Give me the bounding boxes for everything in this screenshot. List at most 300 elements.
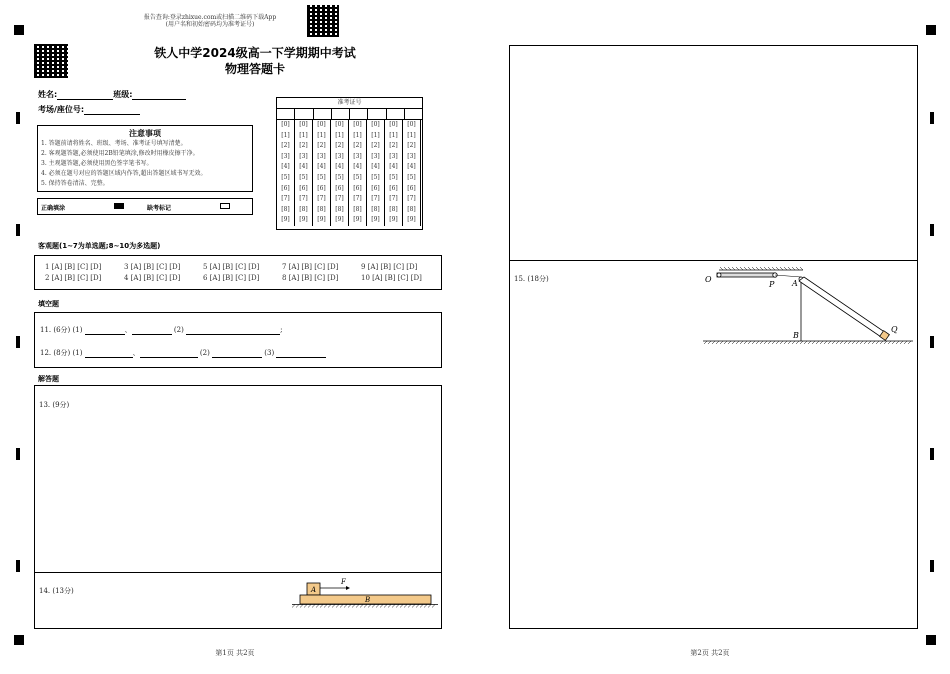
room-field[interactable]: [38, 104, 140, 115]
q12-sep: 、: [132, 349, 140, 357]
notes-list: [38, 139, 252, 189]
hatch-stroke: [324, 605, 327, 608]
q11-label: 11. (6分): [40, 326, 71, 334]
digit-bubble[interactable]: [9]: [349, 215, 367, 226]
hatch-stroke: [396, 605, 399, 608]
hatch-stroke: [424, 605, 427, 608]
hatch-stroke: [872, 341, 875, 344]
digit-bubble[interactable]: [2]: [331, 141, 349, 152]
q11-part1-label: (1): [72, 326, 83, 334]
timing-mark: [16, 448, 20, 460]
hatch-stroke: [724, 341, 727, 344]
digit-bubble[interactable]: [0]: [367, 120, 385, 131]
hatch-stroke: [832, 341, 835, 344]
hatch-stroke: [416, 605, 419, 608]
label-o: O: [705, 275, 712, 284]
hatch-stroke: [780, 267, 783, 270]
digit-bubble[interactable]: [6]: [367, 184, 385, 195]
hatch-stroke: [896, 341, 899, 344]
digit-bubble[interactable]: [8]: [349, 205, 367, 216]
hatch-stroke: [312, 605, 315, 608]
hatch-stroke: [764, 341, 767, 344]
hatch-stroke: [820, 341, 823, 344]
digit-bubble[interactable]: [2]: [277, 141, 295, 152]
exam-id-digit-row[interactable]: [277, 141, 421, 152]
exam-id-digit-row[interactable]: [277, 120, 421, 131]
q12-label: 12. (8分): [40, 349, 71, 357]
name-field[interactable]: [38, 89, 186, 100]
objective-item[interactable]: 4 [A] [B] [C] [D]: [124, 274, 181, 282]
hatch-stroke: [900, 341, 903, 344]
force-arrow-head: [346, 586, 350, 590]
label-q: Q: [891, 325, 898, 334]
digit-bubble[interactable]: [4]: [313, 162, 331, 173]
corner-mark-tr: [926, 25, 936, 35]
objective-item[interactable]: 1 [A] [B] [C] [D]: [45, 263, 102, 271]
page-subtitle: 物理答题卡: [224, 62, 285, 76]
q12-blank-1[interactable]: [85, 349, 133, 358]
q12-blank-3[interactable]: [212, 349, 262, 358]
hatch-stroke: [740, 341, 743, 344]
digit-bubble[interactable]: [4]: [367, 162, 385, 173]
digit-bubble[interactable]: [7]: [331, 194, 349, 205]
hatch-stroke: [732, 341, 735, 344]
hatch-stroke: [756, 267, 759, 270]
hatch-stroke: [836, 341, 839, 344]
hatch-stroke: [308, 605, 311, 608]
hatch-stroke: [392, 605, 395, 608]
exam-id-grid[interactable]: [276, 97, 423, 230]
objective-item[interactable]: 7 [A] [B] [C] [D]: [282, 263, 339, 271]
hatch-stroke: [796, 341, 799, 344]
exam-id-title: 准考证号: [277, 98, 422, 109]
digit-bubble[interactable]: [9]: [367, 215, 385, 226]
hatch-stroke: [904, 341, 907, 344]
digit-bubble[interactable]: [5]: [385, 173, 403, 184]
hatch-stroke: [868, 341, 871, 344]
digit-bubble[interactable]: [5]: [367, 173, 385, 184]
q12-blank-4[interactable]: [276, 349, 326, 358]
note-item: 2. 客观题答题,必须使用2B铅笔填涂,修改时用橡皮擦干净。: [41, 150, 199, 157]
digit-bubble[interactable]: [5]: [403, 173, 421, 184]
hatch-stroke: [784, 267, 787, 270]
digit-bubble[interactable]: [6]: [385, 184, 403, 195]
hatch-stroke: [716, 341, 719, 344]
hatch-stroke: [796, 267, 799, 270]
objective-item[interactable]: 10 [A] [B] [C] [D]: [361, 274, 422, 282]
digit-bubble[interactable]: [1]: [295, 131, 313, 142]
q14-figure: [290, 575, 440, 611]
q11-sep: 、: [124, 326, 132, 334]
digit-bubble[interactable]: [4]: [349, 162, 367, 173]
q13-answer-box[interactable]: [34, 385, 442, 573]
exam-id-digit-row[interactable]: [277, 194, 421, 205]
page-footer-2: 第2页 共2页: [690, 649, 730, 657]
digit-bubble[interactable]: [1]: [367, 131, 385, 142]
hatch-stroke: [368, 605, 371, 608]
digit-bubble[interactable]: [7]: [367, 194, 385, 205]
class-line: [132, 91, 186, 100]
digit-bubble[interactable]: [2]: [313, 141, 331, 152]
hatch-stroke: [724, 267, 727, 270]
notes-box: [37, 125, 253, 192]
digit-bubble[interactable]: [6]: [331, 184, 349, 195]
hatch-stroke: [728, 267, 731, 270]
hatch-stroke: [408, 605, 411, 608]
digit-bubble[interactable]: [8]: [313, 205, 331, 216]
note-item: 5. 保持答卷清洁、完整。: [41, 180, 109, 187]
digit-bubble[interactable]: [7]: [295, 194, 313, 205]
digit-bubble[interactable]: [8]: [295, 205, 313, 216]
q14-answer-box[interactable]: [34, 572, 442, 629]
page-footer-1: 第1页 共2页: [215, 649, 255, 657]
report-notice: [130, 14, 290, 28]
hatch-stroke: [736, 341, 739, 344]
digit-bubble[interactable]: [0]: [403, 120, 421, 131]
digit-bubble[interactable]: [8]: [367, 205, 385, 216]
force-label: F: [341, 578, 346, 586]
digit-bubble[interactable]: [8]: [385, 205, 403, 216]
rod-op: [717, 273, 775, 277]
digit-bubble[interactable]: [6]: [349, 184, 367, 195]
objective-item[interactable]: 3 [A] [B] [C] [D]: [124, 263, 181, 271]
hatch-stroke: [372, 605, 375, 608]
digit-bubble[interactable]: [3]: [277, 152, 295, 163]
digit-bubble[interactable]: [5]: [313, 173, 331, 184]
q11-blank-3[interactable]: [186, 326, 283, 335]
fill-title: 填空题: [38, 300, 59, 308]
digit-bubble[interactable]: [9]: [313, 215, 331, 226]
hatch-stroke: [292, 605, 295, 608]
note-item: 4. 必须在题号对应的答题区域内作答,超出答题区域书写无效。: [41, 170, 207, 177]
objective-item[interactable]: 9 [A] [B] [C] [D]: [361, 263, 418, 271]
digit-bubble[interactable]: [4]: [331, 162, 349, 173]
solve-title: 解答题: [38, 375, 59, 383]
digit-bubble[interactable]: [7]: [403, 194, 421, 205]
hatch-stroke: [760, 267, 763, 270]
exam-id-digit-row[interactable]: [277, 173, 421, 184]
hatch-stroke: [908, 341, 911, 344]
digit-bubble[interactable]: [0]: [331, 120, 349, 131]
digit-bubble[interactable]: [5]: [331, 173, 349, 184]
q11-end: ;: [280, 326, 283, 334]
hatch-stroke: [336, 605, 339, 608]
digit-bubble[interactable]: [0]: [295, 120, 313, 131]
notice-line-2: (用户名和初始密码均为准考证号): [165, 21, 255, 28]
digit-bubble[interactable]: [8]: [403, 205, 421, 216]
hatch-stroke: [340, 605, 343, 608]
exam-id-write-row[interactable]: [277, 109, 422, 120]
timing-mark: [930, 224, 934, 236]
objective-box[interactable]: [34, 255, 442, 290]
q13-label: 13. (9分): [39, 401, 70, 409]
hatch-stroke: [760, 341, 763, 344]
digit-bubble[interactable]: [3]: [331, 152, 349, 163]
timing-mark: [930, 448, 934, 460]
label-a: A: [792, 279, 798, 288]
hatch-stroke: [756, 341, 759, 344]
digit-bubble[interactable]: [7]: [349, 194, 367, 205]
digit-bubble[interactable]: [4]: [403, 162, 421, 173]
digit-bubble[interactable]: [7]: [277, 194, 295, 205]
digit-bubble[interactable]: [2]: [385, 141, 403, 152]
hatch-stroke: [712, 341, 715, 344]
label-b: B: [793, 331, 799, 340]
digit-bubble[interactable]: [6]: [313, 184, 331, 195]
hatch-stroke: [892, 341, 895, 344]
exam-id-bubbles[interactable]: [276, 120, 421, 226]
digit-bubble[interactable]: [1]: [403, 131, 421, 142]
hatch-stroke: [736, 267, 739, 270]
hatch-stroke: [788, 267, 791, 270]
q14-label: 14. (13分): [39, 587, 74, 595]
hatch-stroke: [304, 605, 307, 608]
hatch-stroke: [352, 605, 355, 608]
hatch-stroke: [844, 341, 847, 344]
corner-mark-bl: [14, 635, 24, 645]
hatch-stroke: [784, 341, 787, 344]
timing-mark: [930, 112, 934, 124]
note-item: 1. 答题前请将姓名、班级、考场、准考证号填写清楚。: [41, 140, 187, 147]
digit-bubble[interactable]: [3]: [403, 152, 421, 163]
hatch-stroke: [772, 341, 775, 344]
notes-title: 注意事项: [129, 129, 161, 138]
hatch-stroke: [792, 267, 795, 270]
fill-answer-box[interactable]: [34, 312, 442, 368]
timing-mark: [930, 560, 934, 572]
hatch-stroke: [328, 605, 331, 608]
objective-item[interactable]: 2 [A] [B] [C] [D]: [45, 274, 102, 282]
hatch-stroke: [708, 341, 711, 344]
objective-item[interactable]: 8 [A] [B] [C] [D]: [282, 274, 339, 282]
q12-part2-label: (2): [199, 349, 210, 357]
hatch-stroke: [720, 267, 723, 270]
timing-mark: [16, 224, 20, 236]
exam-id-digit-row[interactable]: [277, 162, 421, 173]
hatch-stroke: [884, 341, 887, 344]
hatch-stroke: [768, 267, 771, 270]
digit-bubble[interactable]: [9]: [295, 215, 313, 226]
hatch-stroke: [776, 341, 779, 344]
pivot-o: [717, 273, 721, 277]
hatch-stroke: [808, 341, 811, 344]
corner-mark-br: [926, 635, 936, 645]
hatch-stroke: [824, 341, 827, 344]
ceiling-hatch: [720, 267, 803, 270]
digit-bubble[interactable]: [6]: [295, 184, 313, 195]
exam-id-digit-row[interactable]: [277, 205, 421, 216]
hatch-stroke: [828, 341, 831, 344]
digit-bubble[interactable]: [9]: [277, 215, 295, 226]
hatch-stroke: [412, 605, 415, 608]
q11-blank-2[interactable]: [132, 326, 172, 335]
digit-bubble[interactable]: [5]: [295, 173, 313, 184]
hatch-stroke: [744, 341, 747, 344]
digit-bubble[interactable]: [3]: [385, 152, 403, 163]
exam-id-digit-row[interactable]: [277, 131, 421, 142]
q11-line[interactable]: [40, 325, 282, 335]
note-item: 3. 主观题答题,必须使用黑色签字笔书写。: [41, 160, 153, 167]
digit-bubble[interactable]: [0]: [385, 120, 403, 131]
timing-mark: [16, 560, 20, 572]
q12-line[interactable]: [40, 348, 326, 358]
digit-bubble[interactable]: [3]: [349, 152, 367, 163]
q15-figure: [703, 264, 915, 348]
hatch-stroke: [296, 605, 299, 608]
exam-id-digit-row[interactable]: [277, 215, 421, 226]
hatch-stroke: [880, 341, 883, 344]
hatch-stroke: [720, 341, 723, 344]
hatch-stroke: [316, 605, 319, 608]
label-p: P: [769, 280, 775, 289]
fill-example-box: [37, 198, 253, 215]
digit-bubble[interactable]: [1]: [313, 131, 331, 142]
timing-mark: [16, 112, 20, 124]
digit-bubble[interactable]: [1]: [385, 131, 403, 142]
hatch-stroke: [788, 341, 791, 344]
digit-bubble[interactable]: [2]: [367, 141, 385, 152]
digit-bubble[interactable]: [4]: [385, 162, 403, 173]
q15-answer-box[interactable]: [509, 260, 918, 629]
floor-hatch: [704, 341, 911, 344]
hatch-stroke: [404, 605, 407, 608]
hatch-stroke: [344, 605, 347, 608]
notice-line-1: 报告查询:登录zhixue.com或扫描二维码下载App: [143, 14, 277, 21]
digit-bubble[interactable]: [5]: [277, 173, 295, 184]
hatch-stroke: [860, 341, 863, 344]
timing-mark: [930, 336, 934, 348]
digit-bubble[interactable]: [1]: [277, 131, 295, 142]
digit-bubble[interactable]: [3]: [367, 152, 385, 163]
hatch-stroke: [764, 267, 767, 270]
hatch-stroke: [384, 605, 387, 608]
hatch-stroke: [792, 341, 795, 344]
hatch-stroke: [840, 341, 843, 344]
digit-bubble[interactable]: [6]: [403, 184, 421, 195]
q11-part2-label: (2): [173, 326, 184, 334]
hatch-stroke: [748, 267, 751, 270]
digit-bubble[interactable]: [2]: [349, 141, 367, 152]
digit-bubble[interactable]: [4]: [295, 162, 313, 173]
filled-bubble-icon: [114, 203, 124, 209]
q11-blank-1[interactable]: [85, 326, 125, 335]
digit-bubble[interactable]: [8]: [331, 205, 349, 216]
hatch-stroke: [388, 605, 391, 608]
digit-bubble[interactable]: [9]: [331, 215, 349, 226]
incline-rod: [799, 277, 889, 339]
absent-mark-box[interactable]: [220, 203, 230, 209]
digit-bubble[interactable]: [3]: [295, 152, 313, 163]
digit-bubble[interactable]: [1]: [331, 131, 349, 142]
digit-bubble[interactable]: [1]: [349, 131, 367, 142]
hatch-stroke: [888, 341, 891, 344]
hatch-stroke: [348, 605, 351, 608]
hatch-stroke: [704, 341, 707, 344]
digit-bubble[interactable]: [3]: [313, 152, 331, 163]
objective-title: 客观题(1~7为单选题;8~10为多选题): [38, 242, 161, 250]
digit-bubble[interactable]: [7]: [313, 194, 331, 205]
block-a-label: A: [310, 586, 317, 594]
hatch-stroke: [300, 605, 303, 608]
string: [775, 275, 801, 277]
page-title: 铁人中学2024级高一下学期期中考试: [154, 46, 356, 60]
objective-item[interactable]: 6 [A] [B] [C] [D]: [203, 274, 260, 282]
corner-mark-tl: [14, 25, 24, 35]
hatch-stroke: [320, 605, 323, 608]
hatch-stroke: [400, 605, 403, 608]
hatch-stroke: [332, 605, 335, 608]
exam-id-digit-row[interactable]: [277, 152, 421, 163]
hatch-stroke: [812, 341, 815, 344]
hatch-stroke: [800, 341, 803, 344]
hatch-stroke: [732, 267, 735, 270]
name-line: [57, 91, 113, 100]
digit-bubble[interactable]: [0]: [277, 120, 295, 131]
hatch-stroke: [728, 341, 731, 344]
q-prev-answer-box[interactable]: [509, 45, 918, 261]
hatch-stroke: [740, 267, 743, 270]
digit-bubble[interactable]: [0]: [349, 120, 367, 131]
hatch-stroke: [852, 341, 855, 344]
digit-bubble[interactable]: [5]: [349, 173, 367, 184]
hatch-stroke: [804, 341, 807, 344]
fill-correct-label: 正确填涂: [41, 205, 66, 212]
objective-item[interactable]: 5 [A] [B] [C] [D]: [203, 263, 260, 271]
exam-id-digit-row[interactable]: [277, 184, 421, 195]
hatch-stroke: [744, 267, 747, 270]
hatch-stroke: [816, 341, 819, 344]
digit-bubble[interactable]: [9]: [403, 215, 421, 226]
objective-row-2[interactable]: [45, 274, 440, 282]
name-label: 姓名:: [38, 90, 58, 99]
hatch-stroke: [752, 341, 755, 344]
student-qr-code: [34, 44, 68, 78]
digit-bubble[interactable]: [7]: [385, 194, 403, 205]
hatch-stroke: [848, 341, 851, 344]
board-b-label: B: [365, 596, 371, 604]
ground-hatch: [292, 605, 435, 608]
digit-bubble[interactable]: [4]: [277, 162, 295, 173]
q15-label: 15. (18分): [514, 275, 549, 283]
hatch-stroke: [364, 605, 367, 608]
class-label: 班级:: [113, 90, 133, 99]
objective-row-1[interactable]: [45, 263, 440, 271]
hatch-stroke: [420, 605, 423, 608]
q12-blank-2[interactable]: [140, 349, 198, 358]
hatch-stroke: [780, 341, 783, 344]
digit-bubble[interactable]: [2]: [403, 141, 421, 152]
hatch-stroke: [432, 605, 435, 608]
hatch-stroke: [360, 605, 363, 608]
digit-bubble[interactable]: [9]: [385, 215, 403, 226]
digit-bubble[interactable]: [8]: [277, 205, 295, 216]
absent-label: 缺考标记: [147, 205, 172, 212]
digit-bubble[interactable]: [6]: [277, 184, 295, 195]
hatch-stroke: [772, 267, 775, 270]
hatch-stroke: [356, 605, 359, 608]
hatch-stroke: [800, 267, 803, 270]
hatch-stroke: [856, 341, 859, 344]
digit-bubble[interactable]: [2]: [295, 141, 313, 152]
q12-part1-label: (1): [72, 349, 83, 357]
room-label: 考场/座位号:: [38, 105, 85, 114]
digit-bubble[interactable]: [0]: [313, 120, 331, 131]
hatch-stroke: [376, 605, 379, 608]
timing-mark: [16, 336, 20, 348]
hatch-stroke: [776, 267, 779, 270]
hatch-stroke: [864, 341, 867, 344]
hatch-stroke: [748, 341, 751, 344]
